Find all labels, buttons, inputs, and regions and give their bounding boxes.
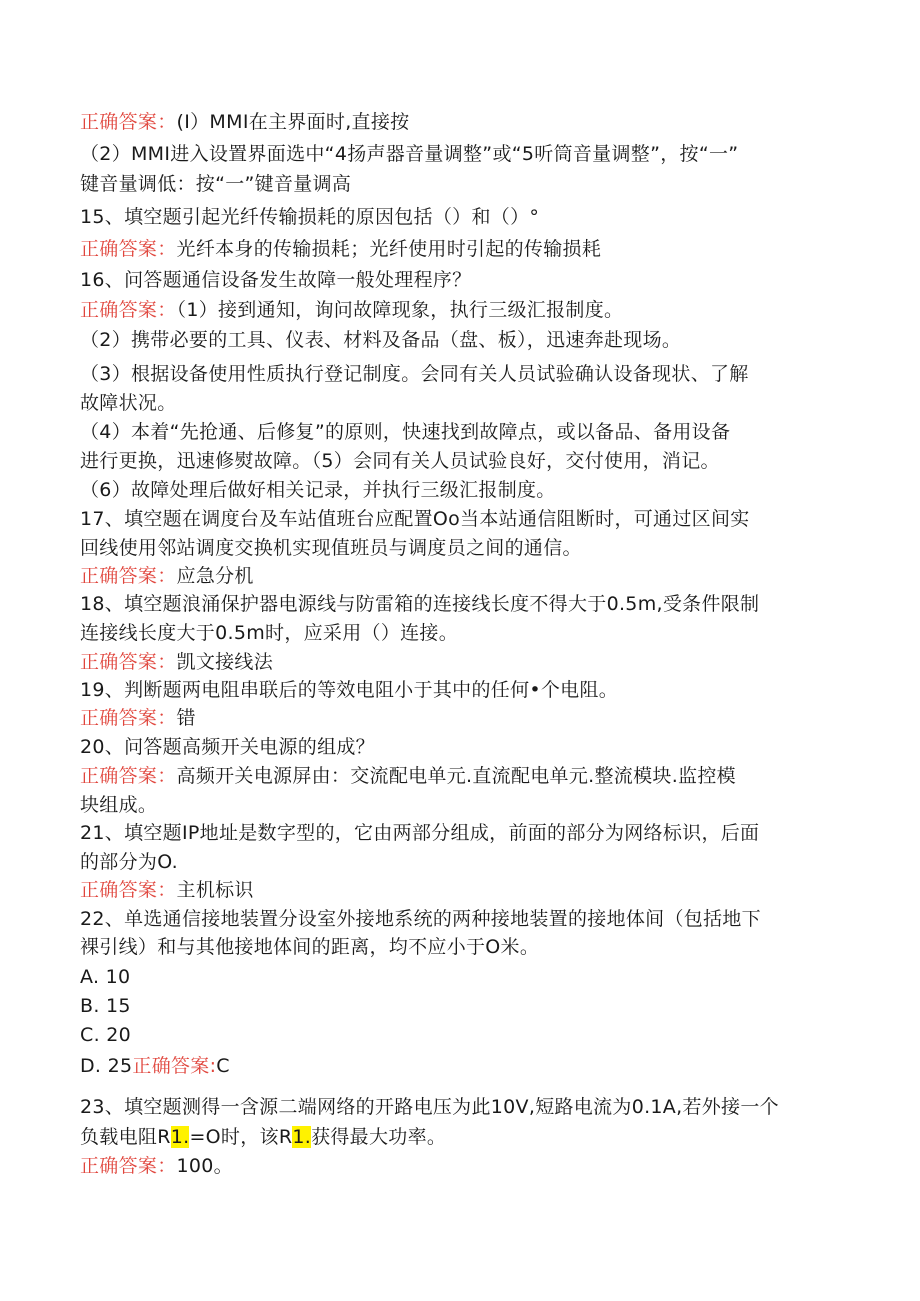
answer-label: 正确答案： [80, 1155, 177, 1177]
answer-text: 100。 [176, 1155, 233, 1177]
option-d-text: D. 25 [80, 1055, 133, 1077]
question-20: 20、问答题高频开关电源的组成？ [80, 736, 375, 758]
answer-line: 块组成。 [80, 794, 158, 816]
answer-label: 正确答案： [80, 111, 177, 133]
answer-label: 正确答案： [80, 765, 177, 787]
answer-line: （2）MMI进入设置界面选中“4扬声器音量调整”或“5听筒音量调整”，按“一” [80, 143, 739, 165]
answer-label: 正确答案： [80, 707, 177, 729]
answer-text: （1）接到通知，询问故障现象，执行三级汇报制度。 [176, 299, 624, 321]
answer-line [80, 762, 736, 790]
answer-text: 高频开关电源屏由：交流配电单元.直流配电单元.整流模块.监控模 [176, 765, 736, 787]
answer-label: 正确答案: [132, 1055, 217, 1077]
option-d [80, 1052, 230, 1080]
answer-label: 正确答案： [80, 299, 177, 321]
answer-text: 光纤本身的传输损耗；光纤使用时引起的传输损耗 [176, 238, 602, 260]
answer-line [80, 704, 196, 732]
answer-line [80, 562, 254, 590]
highlighted-text: 1. [170, 1126, 190, 1148]
answer-line: （4）本着“先抢通、后修复”的原则，快速找到故障点，或以备品、备用设备 [80, 421, 731, 443]
question-22: 22、单选通信接地装置分设室外接地系统的两种接地装置的接地体间（包括地下 [80, 908, 761, 930]
question-18: 18、填空题浪涌保护器电源线与防雷箱的连接线长度不得大于0.5m,受条件限制 [80, 593, 760, 615]
answer-line [80, 296, 623, 324]
answer-line [80, 1152, 233, 1180]
question-23: 23、填空题测得一含源二端网络的开路电压为此10V,短路电流为0.1A,若外接一个 [80, 1096, 779, 1118]
answer-text: 应急分机 [176, 565, 254, 587]
question-19: 19、判断题两电阻串联后的等效电阻小于其中的任何•个电阻。 [80, 679, 619, 701]
question-15: 15、填空题引起光纤传输损耗的原因包括（）和（）° [80, 206, 540, 228]
answer-line [80, 648, 273, 676]
answer-line: （2）携带必要的工具、仪表、材料及备品（盘、板），迅速奔赴现场。 [80, 329, 682, 351]
answer-label: 正确答案： [80, 238, 177, 260]
answer-label: 正确答案： [80, 651, 177, 673]
question-21: 21、填空题IP地址是数字型的，它由两部分组成，前面的部分为网络标识，后面 [80, 822, 760, 844]
option-a: A. 10 [80, 966, 131, 988]
answer-label: 正确答案： [80, 565, 177, 587]
answer-line: 进行更换，迅速修熨故障。（5）会同有关人员试验良好，交付使用，消记。 [80, 450, 720, 472]
question-23-cont [80, 1123, 446, 1151]
answer-line: 键音量调低：按“一”键音量调高 [80, 173, 352, 195]
question-22-cont: 裸引线）和与其他接地体间的距离，均不应小于O米。 [80, 936, 540, 958]
question-text: 负载电阻R [80, 1126, 171, 1148]
answer-label: 正确答案： [80, 879, 177, 901]
question-17: 17、填空题在调度台及车站值班台应配置Oo当本站通信阻断时，可通过区间实 [80, 508, 750, 530]
question-text: =O时，该R [189, 1126, 293, 1148]
option-b: B. 15 [80, 995, 131, 1017]
question-17-cont: 回线使用邻站调度交换机实现值班员与调度员之间的通信。 [80, 537, 582, 559]
answer-line: （6）故障处理后做好相关记录，并执行三级汇报制度。 [80, 479, 556, 501]
answer-text: C [216, 1055, 230, 1077]
answer-line [80, 235, 601, 263]
highlighted-text: 1. [292, 1126, 312, 1148]
question-21-cont: 的部分为O. [80, 851, 179, 873]
question-16: 16、问答题通信设备发生故障一般处理程序？ [80, 269, 472, 291]
question-text: 获得最大功率。 [311, 1126, 447, 1148]
answer-line: 故障状况。 [80, 392, 177, 414]
question-18-cont: 连接线长度大于0.5m时，应采用（）连接。 [80, 622, 459, 644]
answer-text: 主机标识 [176, 879, 254, 901]
answer-line [80, 108, 409, 136]
answer-text: (I）MMI在主界面时,直接按 [176, 111, 410, 133]
answer-line [80, 876, 254, 904]
answer-line: （3）根据设备使用性质执行登记制度。会同有关人员试验确认设备现状、了解 [80, 363, 749, 385]
option-c: C. 20 [80, 1024, 132, 1046]
answer-text: 错 [176, 707, 196, 729]
answer-text: 凯文接线法 [176, 651, 274, 673]
